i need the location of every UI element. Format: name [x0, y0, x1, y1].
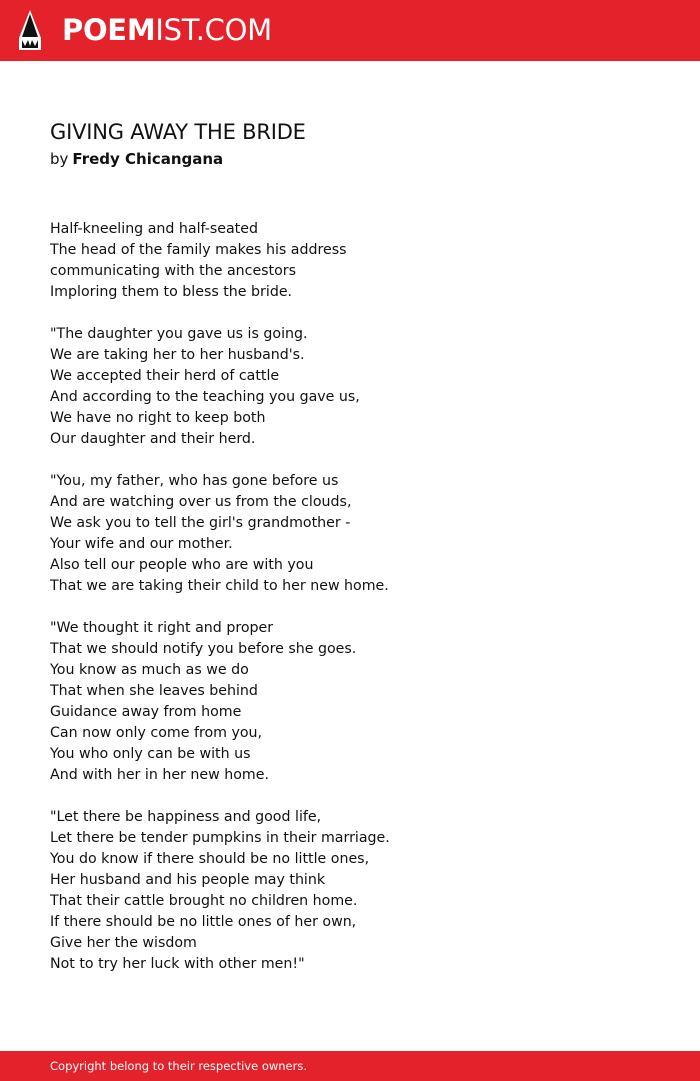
- logo-light-text: IST.COM: [155, 13, 272, 47]
- poem-line: The head of the family makes his address: [50, 242, 347, 258]
- poem-line: "Let there be happiness and good life,: [50, 809, 322, 825]
- poem-line: And with her in her new home.: [50, 767, 269, 783]
- poem-line: That their cattle brought no children home.: [50, 893, 358, 909]
- poem-line: Your wife and our mother.: [50, 536, 233, 552]
- byline: [50, 149, 223, 169]
- poem-line: Her husband and his people may think: [50, 872, 326, 888]
- pen-nib-icon[interactable]: [18, 10, 42, 50]
- poem-stanza: [50, 807, 650, 975]
- poem-stanza: [50, 618, 650, 786]
- poem-line: You do know if there should be no little ones,: [50, 851, 370, 867]
- poem-line: We are taking her to her husband's.: [50, 347, 305, 363]
- poem-line: Half-kneeling and half-seated: [50, 221, 258, 237]
- poem-line: We accepted their herd of cattle: [50, 368, 280, 384]
- copyright-text: Copyright belong to their respective owners.: [50, 1059, 308, 1073]
- poem-line: And according to the teaching you gave us,: [50, 389, 360, 405]
- poem-line: You who only can be with us: [50, 746, 251, 762]
- poem-line: communicating with the ancestors: [50, 263, 297, 279]
- poem-line: We ask you to tell the girl's grandmother -: [50, 515, 351, 531]
- poem-line: That we are taking their child to her new home.: [50, 578, 389, 594]
- poem-body: [50, 219, 650, 996]
- author-name[interactable]: Fredy Chicangana: [72, 150, 224, 168]
- poem-line: Can now only come from you,: [50, 725, 263, 741]
- poem-stanza: [50, 219, 650, 303]
- poem-line: Our daughter and their herd.: [50, 431, 256, 447]
- poem-line: If there should be no little ones of her own,: [50, 914, 357, 930]
- site-header: [0, 0, 700, 61]
- poem-line: You know as much as we do: [50, 662, 249, 678]
- poem-line: "We thought it right and proper: [50, 620, 274, 636]
- logo-bold-text: POEM: [62, 13, 156, 47]
- by-label: by: [50, 150, 69, 168]
- poem-stanza: [50, 324, 650, 450]
- poem-line: "The daughter you gave us is going.: [50, 326, 308, 342]
- poem-line: That we should notify you before she goes.: [50, 641, 357, 657]
- poem-line: Let there be tender pumpkins in their marriage.: [50, 830, 390, 846]
- site-footer: [0, 1051, 700, 1081]
- poem-line: Also tell our people who are with you: [50, 557, 314, 573]
- poem-line: Give her the wisdom: [50, 935, 197, 951]
- poem-line: "You, my father, who has gone before us: [50, 473, 339, 489]
- poem-line: Not to try her luck with other men!": [50, 956, 305, 972]
- poem-line: And are watching over us from the clouds,: [50, 494, 352, 510]
- poem-stanza: [50, 471, 650, 597]
- poem-line: Imploring them to bless the bride.: [50, 284, 293, 300]
- site-logo[interactable]: [62, 13, 272, 47]
- poem-line: Guidance away from home: [50, 704, 242, 720]
- poem-title: GIVING AWAY THE BRIDE: [50, 120, 306, 144]
- poem-line: That when she leaves behind: [50, 683, 258, 699]
- poem-line: We have no right to keep both: [50, 410, 266, 426]
